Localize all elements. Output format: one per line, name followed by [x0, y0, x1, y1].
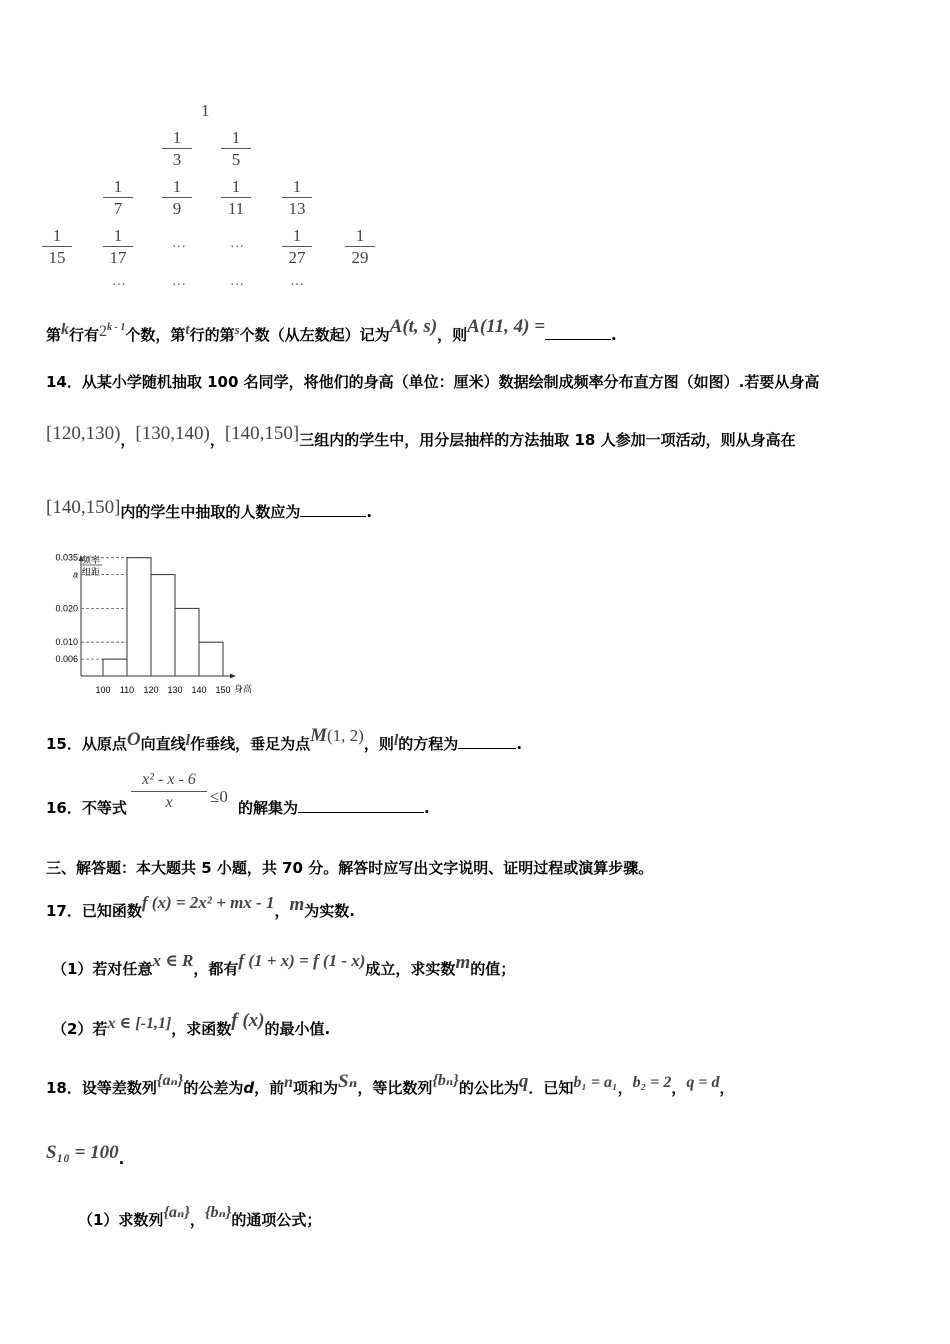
ellipsis: … [172, 236, 186, 251]
histogram-bar [127, 558, 151, 676]
y-tick-label: 0.010 [55, 637, 78, 648]
answer-blank [458, 734, 516, 749]
frequency-histogram [44, 552, 264, 700]
q13-conclusion: 第k行有2$^{k - 1}$个数，第t行的第s个数（从左数起）记为A(t, s)，则A(11, 4) = . [46, 316, 617, 344]
y-tick-label: 0.020 [55, 603, 78, 614]
fraction: $\frac{1}{17}$ [103, 226, 133, 269]
q17-part2: （2）若x ∈ [-1,1]，求函数f (x)的最小值. [52, 1010, 331, 1038]
fraction: $\frac{1}{5}$ [221, 128, 251, 171]
fraction: $\frac{1}{9}$ [162, 177, 192, 220]
fraction: $\frac{1}{29}$ [345, 226, 375, 269]
x-tick-label: 110 [119, 685, 135, 695]
section-heading: 三、解答题：本大题共 5 小题，共 70 分。解答时应写出文字说明、证明过程或演算步骤。 [46, 859, 654, 877]
ellipsis: … [230, 236, 244, 251]
x-axis-arrow [230, 674, 236, 679]
x-tick-label: 130 [167, 685, 183, 695]
fraction: $\frac{1}{13}$ [282, 177, 312, 220]
fraction: $\frac{1}{7}$ [103, 177, 133, 220]
q14-line1: 14．从某小学随机抽取 100 名同学，将他们的身高（单位：厘米）数据绘制成频率分布直方图（如图）.若要从身高 [46, 373, 820, 391]
ellipsis: … [230, 274, 244, 289]
q14-line3: [140,150]内的学生中抽取的人数应为 . [46, 497, 373, 521]
x-tick-label: 150 [215, 685, 231, 695]
y-axis-label-bottom: 组距 [82, 567, 101, 577]
fraction: $\frac{1}{27}$ [282, 226, 312, 269]
fraction: $\frac{1}{3}$ [162, 128, 192, 171]
answer-blank [300, 502, 366, 517]
x-axis-label: 身高 [234, 684, 253, 694]
y-axis-label-top: 频率 [82, 555, 101, 565]
histogram-bar [103, 659, 127, 676]
q17-stem: 17．已知函数f (x) = 2x² + mx - 1，m为实数. [46, 893, 355, 920]
x-tick-label: 120 [143, 685, 159, 695]
histogram-bar [151, 575, 175, 676]
q16-prefix: 16．不等式 [46, 799, 127, 817]
q18-part1: （1）求数列{aₙ}，{bₙ}的通项公式； [78, 1204, 322, 1229]
x-tick-label: 100 [95, 685, 111, 695]
histogram-bar [175, 608, 199, 676]
fraction: $\frac{1}{11}$ [221, 177, 251, 220]
ellipsis: … [172, 274, 186, 289]
q16-fraction: x² - x - 6 x [131, 771, 207, 812]
q14-line2: [120,130)，[130,140)，[140,150]三组内的学生中，用分层抽样的方法抽取 18 人参加一项活动，则从身高在 [46, 423, 796, 449]
answer-blank [545, 325, 611, 340]
histogram-bar [199, 642, 223, 676]
ellipsis: … [290, 274, 304, 289]
ellipsis: … [112, 274, 126, 289]
q16-relation: ≤0 [210, 787, 228, 806]
y-tick-label: 0.006 [55, 654, 78, 665]
q18-stem: 18．设等差数列{aₙ}的公差为d，前n项和为Sₙ，等比数列{bₙ}的公比为q．已知b₁ = a₁，b₂ = 2，q = d， [46, 1071, 735, 1097]
y-tick-label: a [72, 569, 78, 580]
q15: 15．从原点O向直线l作垂线，垂足为点M(1, 2)，则l的方程为 . [46, 725, 523, 753]
y-tick-label: 0.035 [55, 552, 78, 563]
q16-suffix: 的解集为 . [238, 799, 430, 817]
answer-blank [298, 798, 424, 813]
x-tick-label: 140 [191, 685, 207, 695]
fraction: $\frac{1}{15}$ [42, 226, 72, 269]
q18-condition: S₁₀ = 100. [46, 1142, 125, 1168]
triangle-row1-item: 1 [201, 101, 210, 120]
q17-part1: （1）若对任意x ∈ R，都有f (1 + x) = f (1 - x)成立，求实数m的值； [52, 951, 516, 978]
